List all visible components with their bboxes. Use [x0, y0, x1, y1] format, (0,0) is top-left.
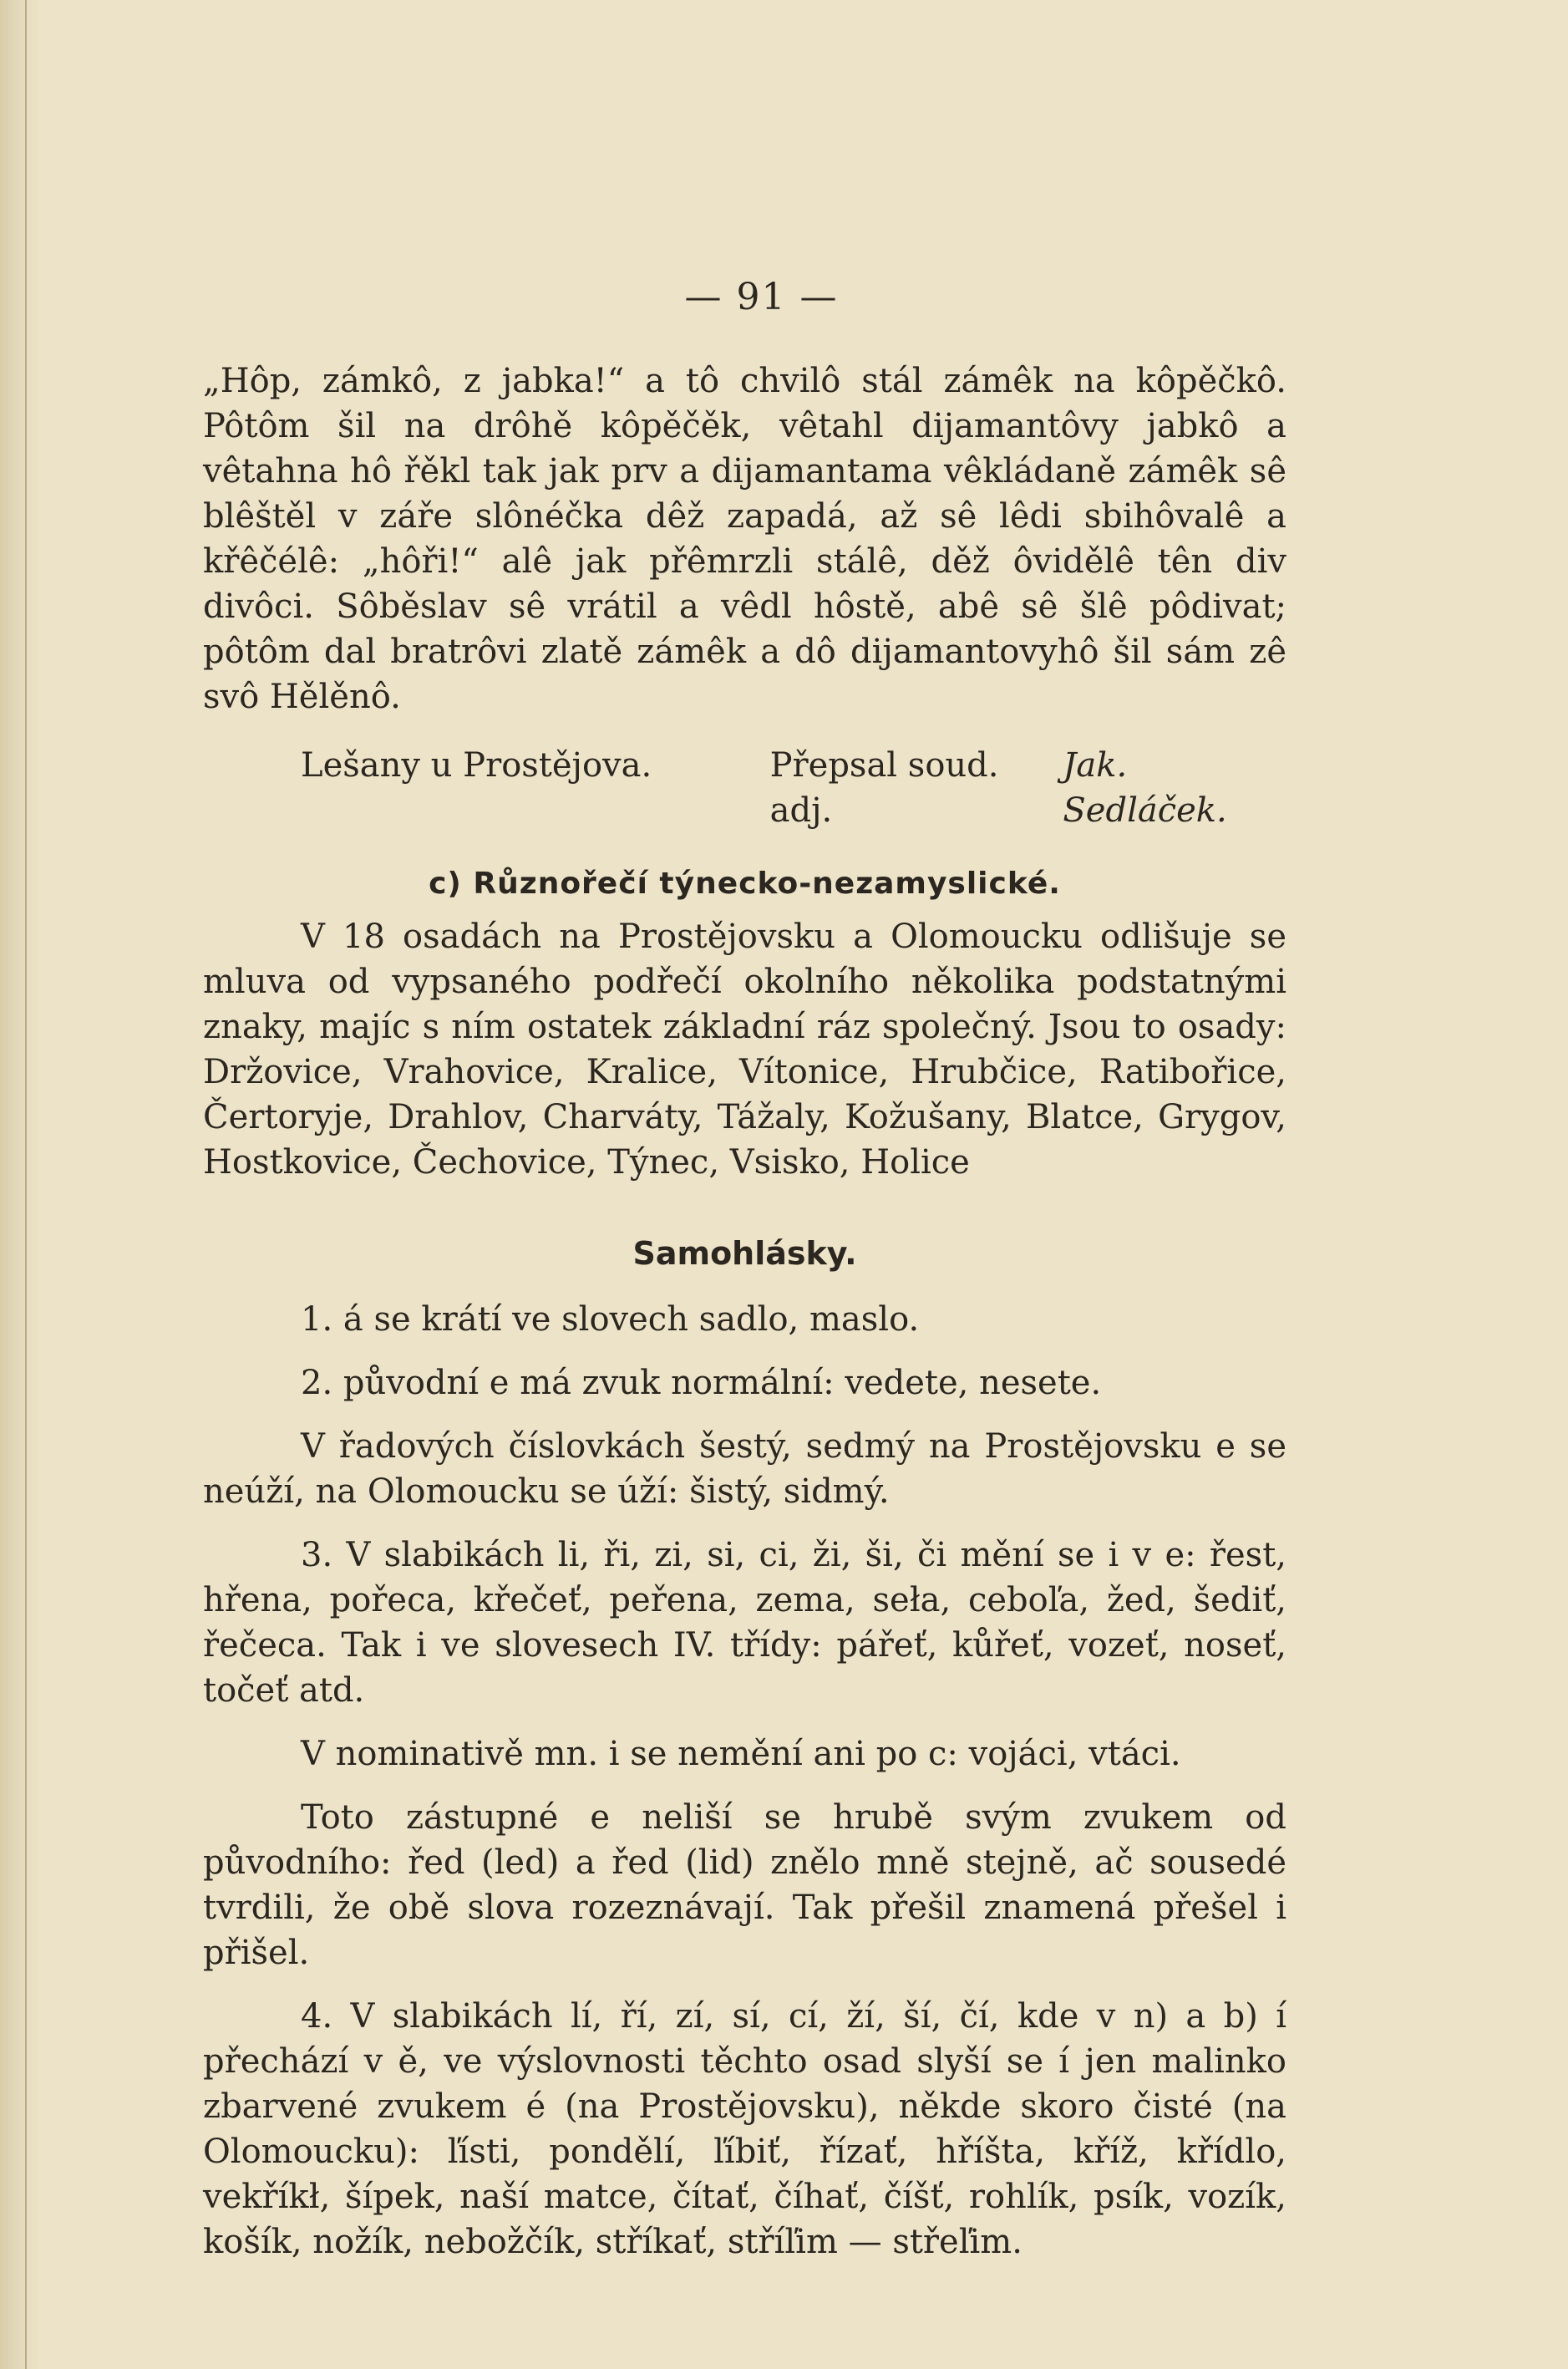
rule-item-4: 4. V slabikách lí, ří, zí, sí, cí, ží, ší, čí, kde v n) a b) í přechází v ě, ve výslovnosti těchto osad slyší se í jen malinko zbarvené zvukem é (na Prostějovsku), někde skoro čisté (na Olomoucku): ľísti, pondělí, ľíbiť, řízať, hříšta, kříž, křídlo, vekříkł, šípek, naší matce, čítať, číhať, číšť, rohlík, psík, vozík, košík, nožík, nebožčík, stříkať, stříľim — střeľim. — [203, 1997, 1286, 2261]
page-content — [203, 276, 1286, 2265]
page-binding-edge — [0, 0, 40, 2369]
rule-item-2: 2. původní e má zvuk normální: vedete, nesete. — [301, 1364, 1102, 1402]
dialect-story-paragraph: „Hôp, zámkô, z jabka!“ a tô chvilô stál zámêk na kôpěčkô. Pôtôm šil na drôhě kôpěčěk, vêtahl dijamantôvy jabkô a vêtahna hô řěkl tak jak prv a dijamantama vêkládaně zámêk sê blêštěl v záře slônéčka dêž zapadá, až sê lêdi sbihôvalê a křêčélê: „hôři!“ alê jak přêmrzli stálê, děž ôvidělê tên div divôci. Sôběslav sê vrátil a vêdl hôstě, abê sê šlê pôdivat; pôtôm dal bratrôvi zlatě zámêk a dô dijamantovyhô šil sám zê svô Hělěnô. — [203, 362, 1286, 716]
signature-author: Jak. Sedláček. — [1063, 746, 1227, 830]
rule-item-3: 3. V slabikách li, ři, zi, si, ci, ži, ši, či mění se i v e: řest, hřena, pořeca, křečeť, peřena, zema, seła, ceboľa, žed, šediť, řečeca. Tak i ve slovesech IV. třídy: pářeť, kůřeť, vozeť, noseť, točeť atd. — [203, 1536, 1286, 1710]
nominative-paragraph: V nominativě mn. i se nemění ani po c: vojáci, vtáci. — [301, 1735, 1181, 1773]
ordinal-numerals-paragraph: V řadových číslovkách šestý, sedmý na Prostějovsku e se neúží, na Olomoucku se úží: šistý, sidmý. — [203, 1427, 1286, 1511]
signature-place: Lešany u Prostějova. — [301, 746, 652, 785]
villages-paragraph: V 18 osadách na Prostějovsku a Olomoucku odlišuje se mluva od vypsaného podřečí okolního několika podstatnými znaky, majíc s ním ostatek základní ráz společný. Jsou to osady: Držovice, Vrahovice, Kralice, Vítonice, Hrubčice, Ratibořice, Čertoryje, Drahlov, Charváty, Tážaly, Kožušany, Blatce, Grygov, Hostkovice, Čechovice, Týnec, Vsisko, Holice — [203, 918, 1286, 1182]
page-number: — 91 — — [684, 276, 839, 318]
vowels-heading: Samohlásky. — [632, 1235, 857, 1272]
signature-transcriber: Přepsal soud. adj. — [769, 746, 999, 830]
signature-line — [203, 743, 1286, 833]
rule-item-1: 1. á se krátí ve slovech sadlo, maslo. — [301, 1300, 920, 1339]
substitute-e-paragraph: Toto zástupné e neliší se hrubě svým zvukem od původního: řed (led) a řed (lid) znělo mně stejně, ač sousedé tvrdili, že obě slova rozeznávají. Tak přešil znamená přešel i přišel. — [203, 1798, 1286, 1972]
section-title: c) Různořečí týnecko-nezamyslické. — [429, 867, 1061, 901]
